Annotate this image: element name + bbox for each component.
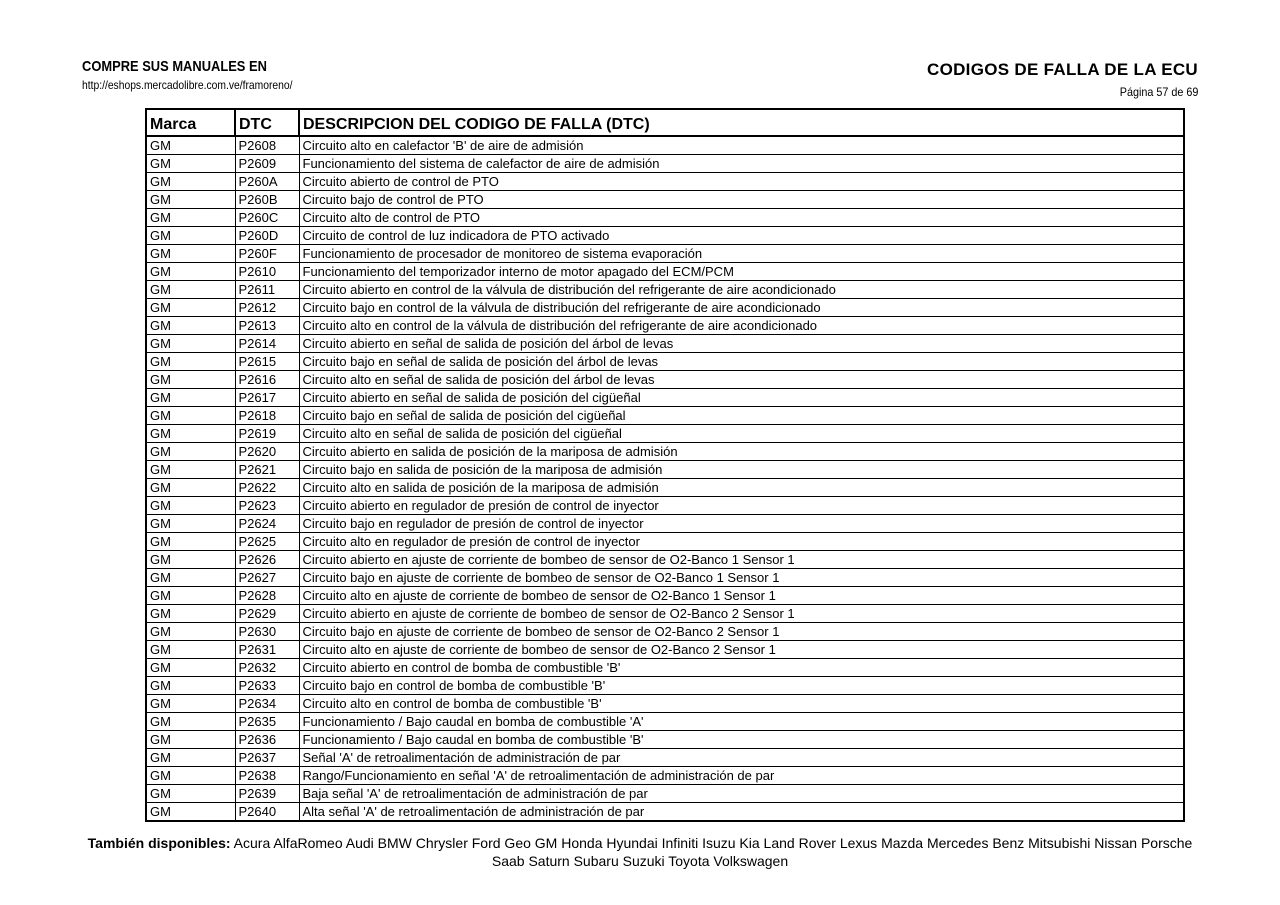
table-row [146, 281, 1184, 299]
cell-marca: GM [146, 299, 235, 317]
cell-marca: GM [146, 155, 235, 173]
cell-description: Circuito alto en ajuste de corriente de bombeo de sensor de O2-Banco 2 Sensor 1 [299, 641, 1184, 659]
cell-dtc: P260D [235, 227, 299, 245]
cell-description: Circuito bajo en ajuste de corriente de bombeo de sensor de O2-Banco 1 Sensor 1 [299, 569, 1184, 587]
cell-description: Circuito bajo de control de PTO [299, 191, 1184, 209]
cell-marca: GM [146, 389, 235, 407]
footer-brand-list: Acura AlfaRomeo Audi BMW Chrysler Ford Geo GM Honda Hyundai Infiniti Isuzu Kia Land Rover Lexus Mazda Mercedes Benz Mitsubishi Nissan Porsche Saab Saturn Subaru Suzuki Toyota Volkswagen [233, 835, 1193, 869]
cell-description: Circuito bajo en salida de posición de la mariposa de admisión [299, 461, 1184, 479]
cell-marca: GM [146, 136, 235, 155]
cell-dtc: P2627 [235, 569, 299, 587]
cell-marca: GM [146, 479, 235, 497]
cell-dtc: P2637 [235, 749, 299, 767]
table-row [146, 695, 1184, 713]
table-row [146, 299, 1184, 317]
table-row [146, 569, 1184, 587]
cell-dtc: P2639 [235, 785, 299, 803]
cell-dtc: P2628 [235, 587, 299, 605]
cell-description: Circuito alto en salida de posición de la mariposa de admisión [299, 479, 1184, 497]
cell-marca: GM [146, 713, 235, 731]
table-row [146, 623, 1184, 641]
cell-dtc: P2619 [235, 425, 299, 443]
cell-dtc: P260B [235, 191, 299, 209]
cell-description: Circuito abierto en regulador de presión de control de inyector [299, 497, 1184, 515]
cell-marca: GM [146, 605, 235, 623]
cell-dtc: P2633 [235, 677, 299, 695]
cell-marca: GM [146, 767, 235, 785]
cell-marca: GM [146, 443, 235, 461]
cell-dtc: P2618 [235, 407, 299, 425]
cell-dtc: P260A [235, 173, 299, 191]
header-store-url: http://eshops.mercadolibre.com.ve/framoreno/ [82, 78, 293, 92]
cell-dtc: P2616 [235, 371, 299, 389]
table-row [146, 785, 1184, 803]
table-row [146, 515, 1184, 533]
cell-description: Circuito abierto en salida de posición de la mariposa de admisión [299, 443, 1184, 461]
cell-dtc: P2623 [235, 497, 299, 515]
cell-dtc: P2613 [235, 317, 299, 335]
cell-marca: GM [146, 569, 235, 587]
table-row [146, 497, 1184, 515]
cell-description: Circuito de control de luz indicadora de PTO activado [299, 227, 1184, 245]
cell-marca: GM [146, 425, 235, 443]
cell-dtc: P2634 [235, 695, 299, 713]
cell-description: Alta señal 'A' de retroalimentación de administración de par [299, 803, 1184, 822]
cell-marca: GM [146, 371, 235, 389]
table-row [146, 479, 1184, 497]
cell-marca: GM [146, 263, 235, 281]
cell-description: Circuito alto en señal de salida de posición del árbol de levas [299, 371, 1184, 389]
cell-dtc: P2631 [235, 641, 299, 659]
cell-dtc: P2640 [235, 803, 299, 822]
table-row [146, 245, 1184, 263]
cell-dtc: P2615 [235, 353, 299, 371]
dtc-table [145, 108, 1185, 822]
table-row [146, 641, 1184, 659]
table-row [146, 713, 1184, 731]
cell-description: Baja señal 'A' de retroalimentación de administración de par [299, 785, 1184, 803]
cell-marca: GM [146, 659, 235, 677]
cell-description: Rango/Funcionamiento en señal 'A' de retroalimentación de administración de par [299, 767, 1184, 785]
cell-marca: GM [146, 785, 235, 803]
cell-description: Circuito abierto en control de la válvula de distribución del refrigerante de aire acondicionado [299, 281, 1184, 299]
cell-marca: GM [146, 245, 235, 263]
cell-marca: GM [146, 353, 235, 371]
cell-description: Circuito bajo en control de la válvula de distribución del refrigerante de aire acondicionado [299, 299, 1184, 317]
table-row [146, 155, 1184, 173]
table-row [146, 317, 1184, 335]
cell-dtc: P2611 [235, 281, 299, 299]
cell-marca: GM [146, 749, 235, 767]
table-row [146, 461, 1184, 479]
table-row [146, 173, 1184, 191]
cell-dtc: P2629 [235, 605, 299, 623]
cell-description: Circuito alto en control de la válvula de distribución del refrigerante de aire acondicionado [299, 317, 1184, 335]
cell-dtc: P2625 [235, 533, 299, 551]
cell-dtc: P2636 [235, 731, 299, 749]
cell-marca: GM [146, 281, 235, 299]
table-row [146, 551, 1184, 569]
cell-marca: GM [146, 497, 235, 515]
cell-marca: GM [146, 407, 235, 425]
table-row [146, 389, 1184, 407]
cell-description: Funcionamiento de procesador de monitoreo de sistema evaporación [299, 245, 1184, 263]
cell-marca: GM [146, 335, 235, 353]
cell-description: Circuito alto de control de PTO [299, 209, 1184, 227]
table-row [146, 803, 1184, 822]
cell-dtc: P2617 [235, 389, 299, 407]
column-header-marca: Marca [146, 109, 235, 136]
table-row [146, 587, 1184, 605]
cell-description: Circuito alto en ajuste de corriente de bombeo de sensor de O2-Banco 1 Sensor 1 [299, 587, 1184, 605]
header-promo-title: COMPRE SUS MANUALES EN [82, 58, 267, 75]
cell-description: Circuito abierto en ajuste de corriente de bombeo de sensor de O2-Banco 1 Sensor 1 [299, 551, 1184, 569]
table-row [146, 605, 1184, 623]
table-row [146, 209, 1184, 227]
cell-marca: GM [146, 677, 235, 695]
cell-description: Señal 'A' de retroalimentación de administración de par [299, 749, 1184, 767]
cell-marca: GM [146, 533, 235, 551]
cell-marca: GM [146, 209, 235, 227]
table-row [146, 731, 1184, 749]
table-row [146, 677, 1184, 695]
cell-dtc: P2608 [235, 136, 299, 155]
cell-description: Circuito abierto en señal de salida de posición del árbol de levas [299, 335, 1184, 353]
cell-description: Circuito bajo en regulador de presión de control de inyector [299, 515, 1184, 533]
document-title: CODIGOS DE FALLA DE LA ECU [927, 60, 1198, 79]
cell-description: Circuito alto en calefactor 'B' de aire de admisión [299, 136, 1184, 155]
table-row [146, 659, 1184, 677]
table-row [146, 191, 1184, 209]
column-header-descripcion: DESCRIPCION DEL CODIGO DE FALLA (DTC) [299, 109, 1184, 136]
cell-description: Funcionamiento / Bajo caudal en bomba de combustible 'A' [299, 713, 1184, 731]
cell-description: Circuito bajo en control de bomba de combustible 'B' [299, 677, 1184, 695]
table-header-row [146, 109, 1184, 136]
cell-description: Circuito alto en control de bomba de combustible 'B' [299, 695, 1184, 713]
table-row [146, 425, 1184, 443]
cell-marca: GM [146, 515, 235, 533]
cell-marca: GM [146, 641, 235, 659]
cell-description: Circuito abierto en ajuste de corriente de bombeo de sensor de O2-Banco 2 Sensor 1 [299, 605, 1184, 623]
cell-description: Circuito alto en señal de salida de posición del cigüeñal [299, 425, 1184, 443]
table-row [146, 335, 1184, 353]
cell-description: Circuito bajo en ajuste de corriente de bombeo de sensor de O2-Banco 2 Sensor 1 [299, 623, 1184, 641]
cell-description: Funcionamiento del sistema de calefactor de aire de admisión [299, 155, 1184, 173]
cell-marca: GM [146, 227, 235, 245]
footer-available-brands [82, 834, 1198, 870]
cell-description: Circuito bajo en señal de salida de posición del cigüeñal [299, 407, 1184, 425]
cell-dtc: P2612 [235, 299, 299, 317]
cell-dtc: P260C [235, 209, 299, 227]
cell-marca: GM [146, 317, 235, 335]
page-number: Página 57 de 69 [1119, 85, 1198, 99]
cell-dtc: P2632 [235, 659, 299, 677]
table-row [146, 749, 1184, 767]
table-row [146, 263, 1184, 281]
table-row [146, 136, 1184, 155]
cell-description: Funcionamiento / Bajo caudal en bomba de combustible 'B' [299, 731, 1184, 749]
cell-description: Funcionamiento del temporizador interno de motor apagado del ECM/PCM [299, 263, 1184, 281]
table-row [146, 533, 1184, 551]
cell-description: Circuito bajo en señal de salida de posición del árbol de levas [299, 353, 1184, 371]
cell-dtc: P2630 [235, 623, 299, 641]
cell-marca: GM [146, 173, 235, 191]
cell-marca: GM [146, 695, 235, 713]
cell-dtc: P2620 [235, 443, 299, 461]
table-body [146, 136, 1184, 821]
cell-dtc: P2610 [235, 263, 299, 281]
cell-marca: GM [146, 191, 235, 209]
table-row [146, 767, 1184, 785]
cell-dtc: P2622 [235, 479, 299, 497]
cell-dtc: P2626 [235, 551, 299, 569]
cell-dtc: P2635 [235, 713, 299, 731]
cell-description: Circuito abierto en control de bomba de combustible 'B' [299, 659, 1184, 677]
cell-dtc: P2624 [235, 515, 299, 533]
table-row [146, 371, 1184, 389]
cell-dtc: P260F [235, 245, 299, 263]
column-header-dtc: DTC [235, 109, 299, 136]
cell-dtc: P2621 [235, 461, 299, 479]
cell-dtc: P2614 [235, 335, 299, 353]
cell-description: Circuito abierto en señal de salida de posición del cigüeñal [299, 389, 1184, 407]
table-row [146, 407, 1184, 425]
cell-marca: GM [146, 623, 235, 641]
cell-dtc: P2638 [235, 767, 299, 785]
cell-marca: GM [146, 803, 235, 822]
cell-description: Circuito alto en regulador de presión de control de inyector [299, 533, 1184, 551]
table-row [146, 227, 1184, 245]
cell-marca: GM [146, 731, 235, 749]
cell-marca: GM [146, 587, 235, 605]
cell-marca: GM [146, 551, 235, 569]
cell-description: Circuito abierto de control de PTO [299, 173, 1184, 191]
cell-dtc: P2609 [235, 155, 299, 173]
table-row [146, 443, 1184, 461]
cell-marca: GM [146, 461, 235, 479]
table-row [146, 353, 1184, 371]
footer-label: También disponibles: [87, 835, 231, 851]
